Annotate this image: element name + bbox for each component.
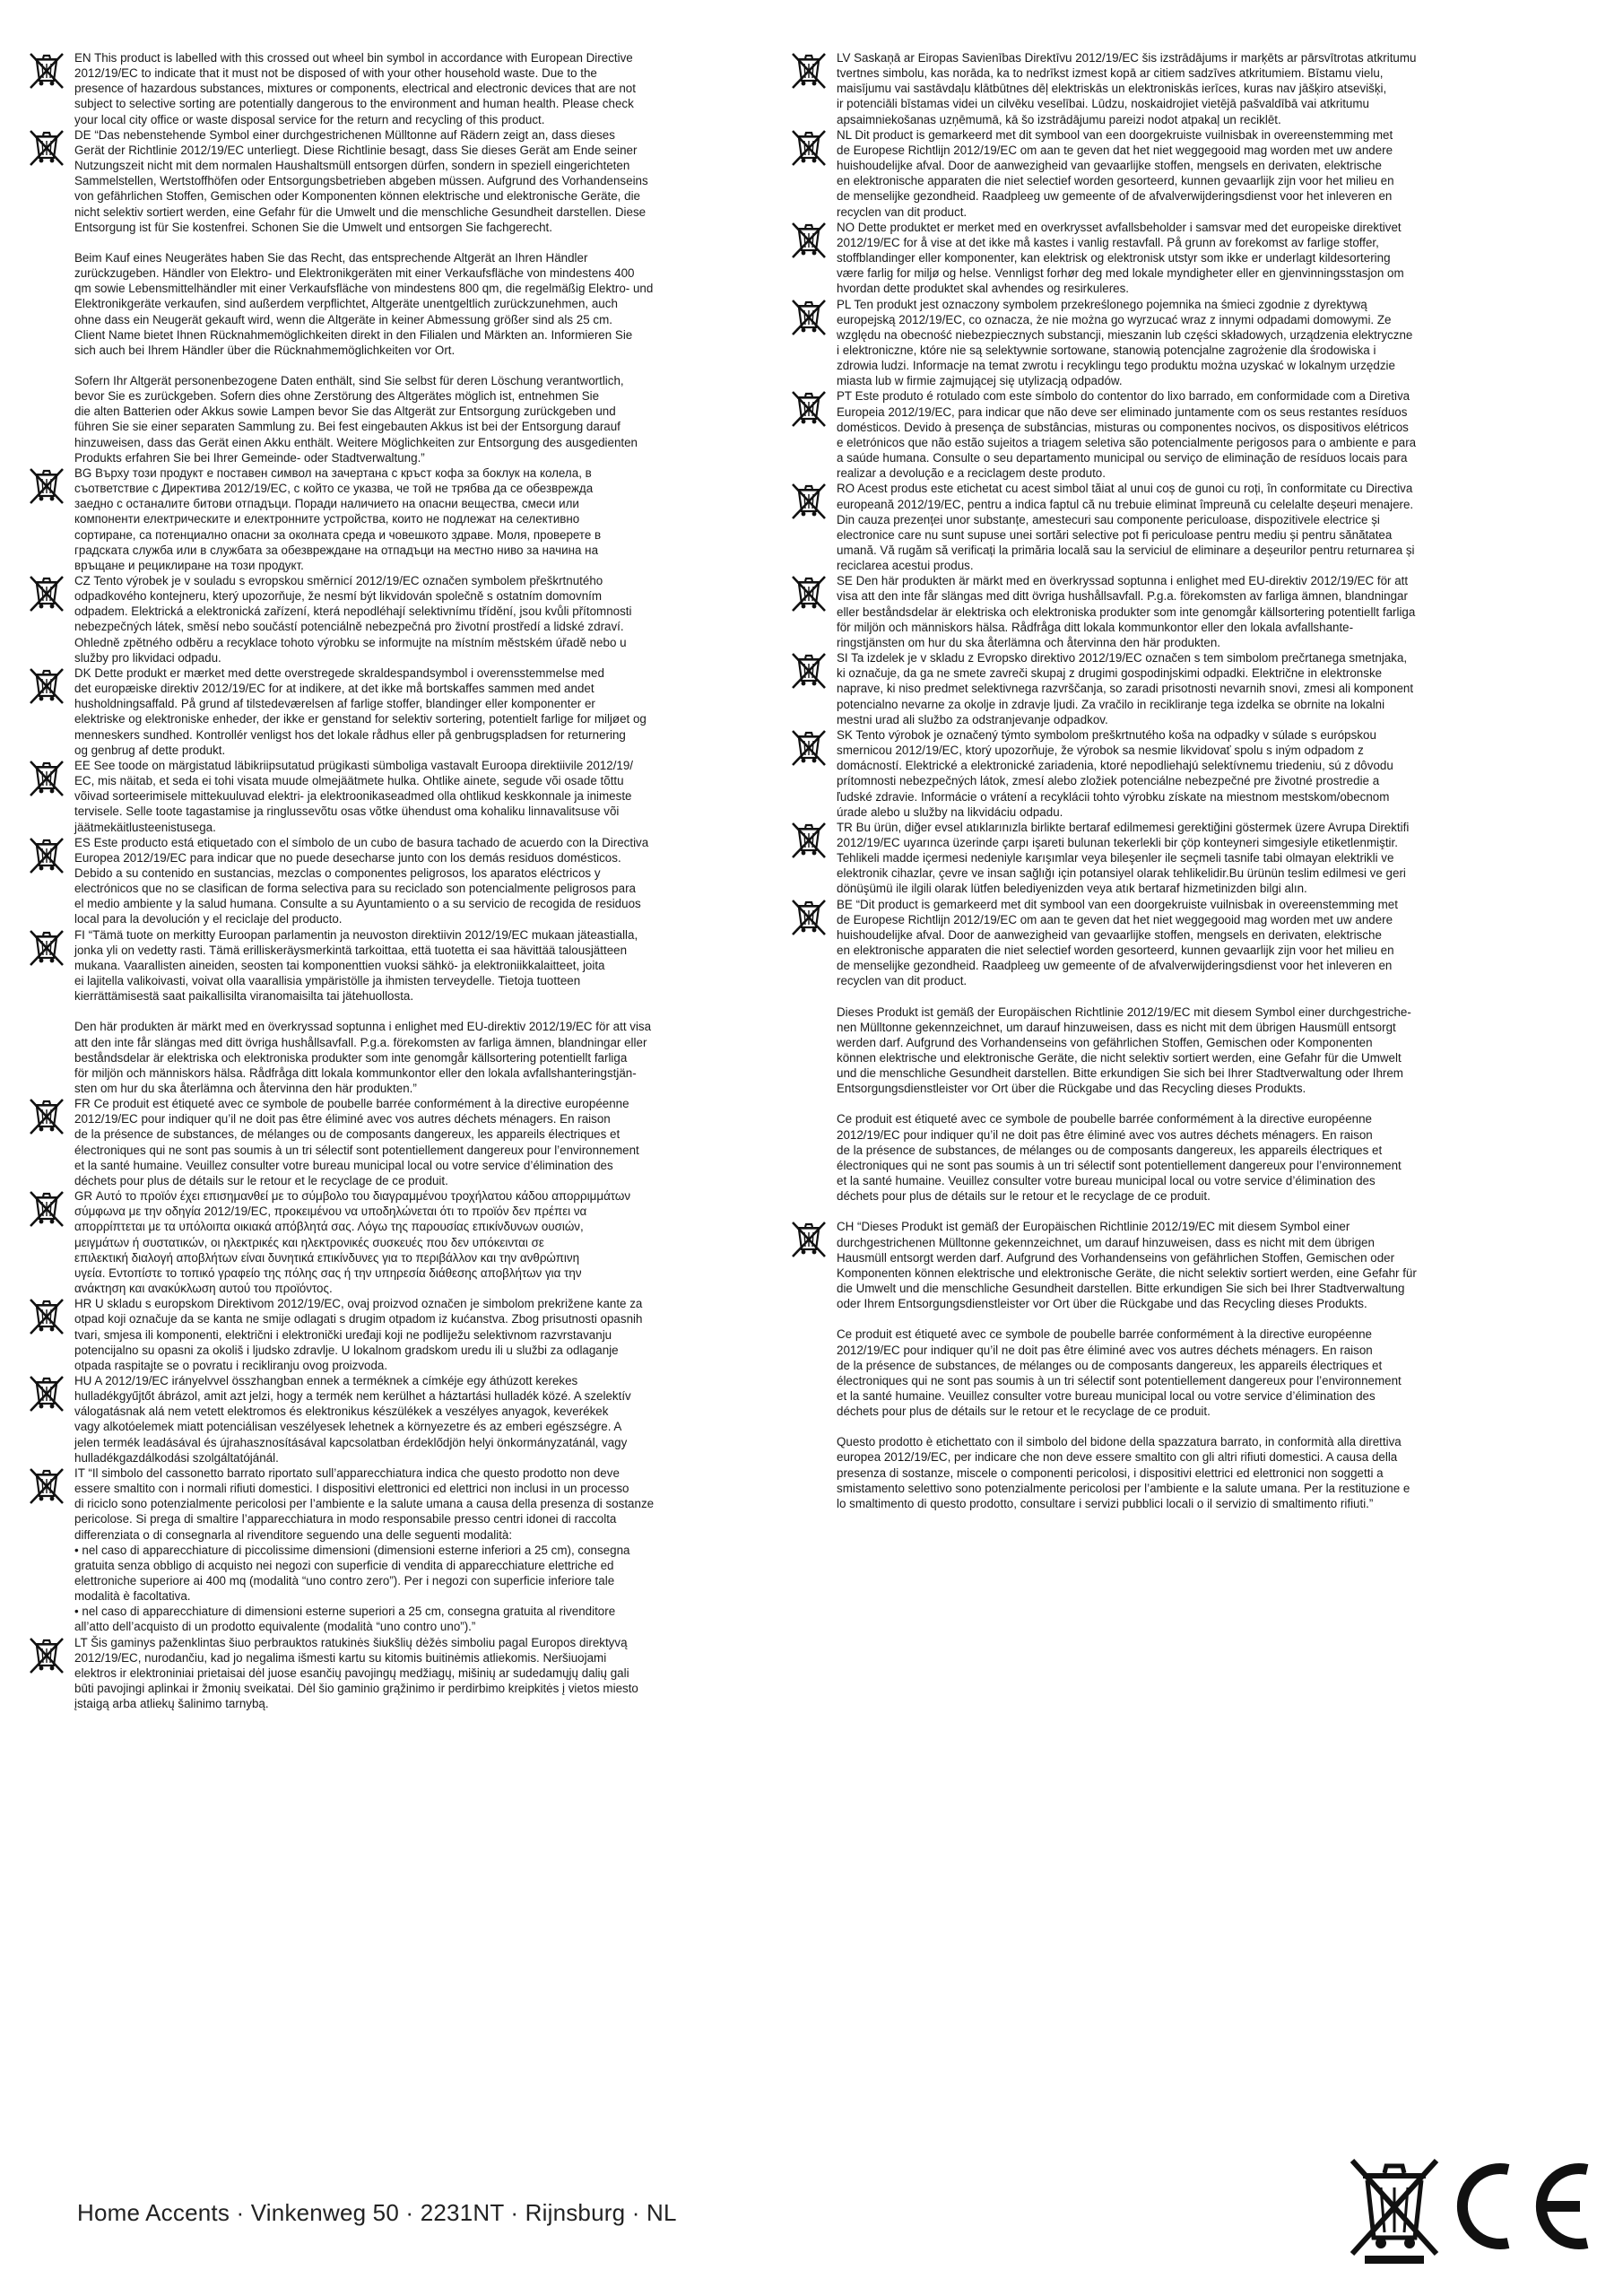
continuation-paragraph: Den här produkten är märkt med en överkryssad soptunna i enlighet med EU-direktiv 2012/19/EC för att visa att den inte får slängas med ditt övriga hushållsavfall. P.g.a. förekomsten av farliga ämnen, blandningar eller beståndsdelar är elektriska och elektroniska produkter som inte genomgår källsortering potentiellt farliga för miljön och människors hälsa. Rådfråga ditt lokala kommunkontor eller den lokala avfallshanteringstjän- sten om hur du ska återlämna och återvinna den här produkten.”: [74, 1020, 652, 1095]
compliance-marks: [1345, 2148, 1605, 2265]
paragraph-spacer: [789, 1419, 1524, 1434]
entry-text: NL Dit product is gemarkeerd met dit symbool van een doorgekruiste vuilnisbak in overeenstemming met de Europese Richtlijn 2012/19/EC om aan te geven dat het niet weggegooid mag worden met uw andere huishoudelijke afval. Door de aanwezigheid van gevaarlijke stoffen, mengsels en derivaten, elektrische en elektronische apparaten die niet selectief worden gesorteerd, kunnen gevaarlijk zijn voor het milieu en de menselijke gezondheid. Raadpleeg uw gemeente of de afvalverwijderingsdienst voor het inleveren en recyclen van dit product.: [837, 127, 1394, 219]
crossed-out-wheelie-bin-icon: [789, 1219, 829, 1258]
entry-text: BG Върху този продукт е поставен символ на зачертана с кръст кофа за боклук на колела, в съответствие с Директива 2012/19/ЕС, с който се указва, че той не трябва да се обезврежда заедно с останалите битови отпадъци. Поради наличието на опасни вещества, смеси или компоненти електрическите и електронните устройства, които не подлежат на селективно сортиране, са потенциално опасни за околната среда и човешкото здраве. Моля, проверете в градската служба или в службата за обезвреждане на отпадъци на местно ниво за начина на връщане и рециклиране на този продукт.: [74, 465, 602, 572]
entry-text: IT “Il simbolo del cassonetto barrato riportato sull’apparecchiatura indica che questo prodotto non deve essere smaltito con i normali rifiuti domestici. I dispositivi elettronici ed elettrici non inclusi in un processo di riciclo sono potenzialmente pericolosi per l’ambiente e la salute umana a causa della presenza di sostanze pericolose. Si prega di smaltire l’apparecchiatura in modo responsabile presso centri idonei di raccolta differenziata o di consegnarla al rivenditore seguendo una delle seguenti modalità: • nel caso di apparecchiature di piccolissime dimensioni (dimensioni esterne inferiori a 25 cm), consegna gratuita senza obbligo di acquisto nei negozi con superficie di vendita di apparecchiature elettriche ed elettroniche superiore ai 400 mq (modalità “uno contro zero”). Per i negozi con superficie inferiore tale modalità è facoltativa. • nel caso di apparecchiature di dimensioni esterne superiori a 25 cm, consegna gratuita al rivenditore all’atto dell’acquisto di un prodotto equivalente (modalità “uno contro uno”).”: [74, 1465, 655, 1634]
crossed-out-wheelie-bin-icon: [789, 650, 829, 690]
entry-text: TR Bu ürün, diğer evsel atıklarınızla birlikte bertaraf edilmemesi gerektiğini göstermek üzere Avrupa Direktifi 2012/19/EC uyarınca üzerinde çarpı işareti bulunan tekerlekli bir çöp konteyneri simgesiyle etiketlenmiştir. Tehlikeli madde içermesi nedeniyle karışımlar veya bileşenler ile seçmeli tasnife tabi olmayan elektrikli ve elektronik cihazlar, çevre ve insan sağlığı için potansiyel olarak tehlikelidir.Bu ürünün teslim edilmesi ve geri dönüşümü ile ilgili olarak lütfen belediyenizden veya atık bertaraf hizmetinizden bilgi alın.: [837, 820, 1410, 896]
language-entry-es: [27, 835, 762, 927]
footer-address: Home Accents · Vinkenweg 50 · 2231NT · Rijnsburg · NL: [77, 2199, 677, 2226]
left-column: [27, 50, 762, 1711]
entry-text: SI Ta izdelek je v skladu z Evropsko direktivo 2012/19/EC označen s tem simbolom prečrtanega smetnjaka, ki označuje, da ga ne smete zavreči skupaj z drugimi gospodinjskimi odpadki. Električne in elektronske naprave, ki niso predmet selektivnega razvrščanja, so zaradi prisotnosti nevarnih snovi, zmesi ali komponent potencialno nevarne za okolje in zdravje ljudi. Za vračilo in recikliranje tega izdelka se obrnite na lokalni mestni urad ali službo za odstranjevanje odpadkov.: [837, 651, 1414, 726]
continuation-paragraph: Beim Kauf eines Neugerätes haben Sie das Recht, das entsprechende Altgerät an Ihren Händler zurückzugeben. Händler von Elektro- und Elektronikgeräten mit einer Verkaufsfläche von mindestens 400 qm sowie Lebensmittelhändler mit einer Verkaufsfläche von mindestens 800 qm, die regelmäßig Elektro- und Elektronikgeräte verkaufen, sind außerdem verpflichtet, Altgeräte unentgeltlich zurückzunehmen, auch ohne dass ein Neugerät gekauft wird, wenn die Altgeräte in keiner Abmessung größer sind als 25 cm. Client Name bietet Ihnen Rücknahmemöglichkeiten direkt in den Filialen und Märkten an. Informieren Sie sich auch bei Ihrem Händler über die Rücknahmemöglichkeiten vor Ort.: [74, 250, 654, 357]
language-entry-pt: [789, 388, 1524, 481]
crossed-out-wheelie-bin-icon: [27, 1096, 66, 1135]
large-crossed-out-wheelie-bin-icon: [1352, 2161, 1436, 2264]
paragraph-spacer: [789, 989, 1524, 1004]
entry-text: HU A 2012/19/EC irányelvvel összhangban ennek a terméknek a címkéje egy áthúzott kerekes hulladékgyűjtőt ábrázol, amit azt jelzi, hogy a termék nem kerülhet a háztartási hulladék közé. A szelektív válogatásnak alá nem vetett elektromos és elektronikus készülékek a veszélyes anyagok, keverékek vagy alkotóelemek miatt potenciálisan veszélyesek lehetnek a környezetre és az emberi egészségre. A jelen termék leadásával és újrahasznosításával kapcsolatban érdeklődjön helyi önkormányzatánál, vagy hulladékgazdálkodási szolgáltatójánál.: [74, 1373, 631, 1465]
entry-text: GR Αυτό το προϊόν έχει επισημανθεί με το σύμβολο του διαγραμμένου τροχήλατου κάδου απορριμμάτων σύμφωνα με την οδηγία 2012/19/ΕC, προκειμένου να υποδηλώνεται ότι το προϊόν δεν πρέπει να απορρίπτεται με τα υπόλοιπα οικιακά απόβλητά σας. Λόγω της παρουσίας επικίνδυνων ουσιών, μειγμάτων ή συστατικών, οι ηλεκτρικές και ηλεκτρονικές συσκευές που δεν υπόκεινται σε επιλεκτική διαλογή αποβλήτων είναι δυνητικά επικίνδυνες για το περιβάλλον και την ανθρώπινη υγεία. Εντοπίστε το τοπικό γραφείο της πόλης σας ή την υπηρεσία διάθεσης αποβλήτων για την ανάκτηση και ανακύκλωση αυτού του προϊόντος.: [74, 1189, 631, 1296]
right-column: [789, 50, 1524, 1511]
paragraph-spacer: [27, 358, 762, 373]
paragraph-spacer: [789, 1204, 1524, 1219]
entry-text: EN This product is labelled with this crossed out wheel bin symbol in accordance with European Directive 2012/19/EC to indicate that it must not be disposed of with your other household waste. Due to the presence of hazardous substances, mixtures or components, electrical and electronic devices that are not subject to selective sorting are potentially dangerous to the environment and human health. Please check your local city office or waste disposal service for the return and recycling of this product.: [74, 51, 636, 126]
language-entry-bg: [27, 465, 762, 573]
entry-text: LT Šis gaminys paženklintas šiuo perbrauktos ratukinės šiukšlių dėžės simboliu pagal Europos direktyvą 2012/19/EC, nurodančiu, kad jo negalima išmesti kartu su kitomis buitinėmis atliekomis. Neršiuojami elektros ir elektroniniai prietaisai dėl juose esančių pavojingų medžiagų, mišinių ar sudedamųjų dalių gali būti pavojingi aplinkai ir žmonių sveikatai. Dėl šio gaminio grąžinimo ir perdirbimo kreipkitės į vietos miesto įstaigą arba atliekų šalinimo tarnybą.: [74, 1635, 638, 1711]
language-entry-ch: [789, 1219, 1524, 1311]
entry-text: EE See toode on märgistatud läbikriipsutatud prügikasti sümboliga vastavalt Euroopa direktiivile 2012/19/ EC, mis näitab, et seda ei tohi visata muude olmejäätmete hulka. Ohtlike ainete, segude või osade tõttu võivad sorteerimisele mittekuuluvad elektri- ja elektroonikaseadmed olla ohtlikud keskkonnale ja inimeste tervisele. Selle toote tagastamise ja ringlussevõtu osas võtke ühendust oma kohaliku linnavalitsuse või jäätmekäitlusteenistusega.: [74, 758, 634, 834]
language-entry-be: [789, 897, 1524, 989]
crossed-out-wheelie-bin-icon: [27, 1465, 66, 1505]
language-entry-se: [789, 573, 1524, 650]
language-entry-cz: [27, 573, 762, 665]
crossed-out-wheelie-bin-icon: [789, 50, 829, 90]
language-entry-ro: [789, 481, 1524, 573]
crossed-out-wheelie-bin-icon: [27, 835, 66, 874]
language-entry-pl: [789, 297, 1524, 389]
language-entry-it: [27, 1465, 762, 1635]
crossed-out-wheelie-bin-icon: [27, 50, 66, 90]
continuation-paragraph: Sofern Ihr Altgerät personenbezogene Daten enthält, sind Sie selbst für deren Löschung verantwortlich, bevor Sie es zurückgeben. Sofern dies ohne Zerstörung des Altgerätes möglich ist, entnehmen Sie die alten Batterien oder Akkus sowie Lampen bevor Sie das Altgerät zur Entsorgung zurückgeben und führen Sie sie einer separaten Sammlung zu. Bei fest eingebauten Akkus ist bei der Entsorgung darauf hinzuweisen, dass das Gerät einen Akku enthält. Weitere Möglichkeiten zur Entsorgung des ausgedienten Produkts erfahren Sie bei Ihrer Gemeinde- oder Stadtverwaltung.”: [74, 373, 638, 465]
entry-text: ES Este producto está etiquetado con el símbolo de un cubo de basura tachado de acuerdo con la Directiva Europea 2012/19/EC para indicar que no puede desecharse junto con los demás residuos domésticos. Debido a su contenido en sustancias, mezclas o componentes peligrosos, los aparatos eléctricos y electrónicos que no se clasifican de forma selectiva para su reciclado son potencialmente peligrosos para el medio ambiente y la salud humana. Consulte a su Ayuntamiento o a su servicio de recogida de residuos local para la devolución y el reciclaje del producto.: [74, 835, 649, 926]
language-entry-lv: [789, 50, 1524, 127]
language-entry-hu: [27, 1373, 762, 1465]
crossed-out-wheelie-bin-icon: [789, 897, 829, 936]
crossed-out-wheelie-bin-icon: [789, 127, 829, 167]
crossed-out-wheelie-bin-icon: [789, 481, 829, 520]
language-entry-en: [27, 50, 762, 127]
entry-text: CZ Tento výrobek je v souladu s evropskou směrnicí 2012/19/EC označen symbolem přeškrtnutého odpadkového kontejneru, který upozorňuje, že nesmí být likvidován společně s ostatním domovním odpadem. Elektrická a elektronická zařízení, která nepodléhají selektivnímu třídění, jsou kvůli přítomnosti nebezpečných látek, směsí nebo součástí potenciálně nebezpečná pro životní prostředí a lidské zdraví. Ohledně zpětného odběru a recyklace tohoto výrobku se informujte na místním městském úřadě nebo u služby pro likvidaci odpadu.: [74, 574, 632, 665]
language-entry-no: [789, 220, 1524, 297]
crossed-out-wheelie-bin-icon: [789, 820, 829, 859]
language-entry-fi: [27, 927, 762, 1004]
language-entry-hr: [27, 1296, 762, 1373]
crossed-out-wheelie-bin-icon: [27, 758, 66, 797]
entry-text: FI “Tämä tuote on merkitty Euroopan parlamentin ja neuvoston direktiivin 2012/19/EC mukaan jäteastialla, jonka yli on vedetty rasti. Tämä erilliskeräysmerkintä tarkoittaa, että tuotetta ei saa hävittää talousjätteen mukana. Vaarallisten aineiden, seosten tai komponenttien vuoksi sähkö- ja elektroniikkalaitteet, joita ei lajitella valikoivasti, voivat olla vaarallisia ympäristölle ja ihmisten terveydelle. Tietoja tuotteen kierrättämisestä saat paikallisilta viranomaisilta tai jätehuollosta.: [74, 927, 638, 1004]
crossed-out-wheelie-bin-icon: [27, 127, 66, 167]
entry-text: LV Saskaņā ar Eiropas Savienības Direktīvu 2012/19/EC šis izstrādājums ir marķēts ar pārsvītrotas atkritumu tvertnes simbolu, kas norāda, ka to nedrīkst izmest kopā ar citiem sadzīves atkritumiem. Bīstamu vielu, maisījumu vai sastāvdaļu klātbūtnes dēļ elektriskās un elektroniskās ierīces, kuras nav jāšķiro atsevišķi, ir potenciāli bīstamas videi un cilvēku veselībai. Lūdzu, noskaidrojiet vietējā pašvaldībā vai atkritumu apsaimniekošanas uzņēmumā, kā šo izstrādājumu pareizi nodot atpakaļ un reciklēt.: [837, 51, 1417, 126]
continuation-paragraph: Questo prodotto è etichettato con il simbolo del bidone della spazzatura barrato, in conformità alla direttiva europea 2012/19/EC, per indicare che non deve essere smaltito con gli altri rifiuti domestici. A causa della presenza di sostanze, miscele o componenti pericolosi, i dispositivi elettrici ed elettronici non soggetti a smistamento selettivo sono potenzialmente pericolosi per l’ambiente e la salute umana. Per la restituzione e lo smaltimento di questo prodotto, consultare i servizi pubblici locali o il servizio di smaltimento rifiuti.”: [837, 1435, 1410, 1510]
language-entry-sk: [789, 727, 1524, 820]
language-entry-si: [789, 650, 1524, 727]
language-entry-lt: [27, 1635, 762, 1712]
crossed-out-wheelie-bin-icon: [789, 388, 829, 428]
crossed-out-wheelie-bin-icon: [27, 465, 66, 505]
entry-text: BE “Dit product is gemarkeerd met dit symbool van een doorgekruiste vuilnisbak in overeenstemming met de Europese Richtlijn 2012/19/EC om aan te geven dat het niet weggegooid mag worden met uw andere huishoudelijke afval. Door de aanwezigheid van gevaarlijke stoffen, mengsels en derivaten, elektrische en elektronische apparaten die niet selectief worden gesorteerd, kunnen gevaarlijk zijn voor het milieu en de menselijke gezondheid. Raadpleeg uw gemeente of de afvalverwijderingsdienst voor het inleveren en recyclen van dit product.: [837, 897, 1398, 988]
crossed-out-wheelie-bin-icon: [789, 297, 829, 336]
language-entry-ee: [27, 758, 762, 835]
entry-text: CH “Dieses Produkt ist gemäß der Europäischen Richtlinie 2012/19/EC mit diesem Symbol einer durchgestrichenen Mülltonne gekennzeichnet, um darauf hinzuweisen, dass es nicht mit dem übrigen Hausmüll entsorgt werden darf. Aufgrund des Vorhandenseins von gefährlichen Stoffen, Gemischen oder Komponenten können elektrische und elektronische Geräte, die nicht selektiv sortiert werden, eine Gefahr für die Umwelt und die menschliche Gesundheit darstellen. Bitte erkundigen Sie sich bei Ihrer Stadtverwaltung oder Ihrem Entsorgungsdienstleister vor Ort über die Rückgabe und das Recycling dieses Produkts.: [837, 1220, 1417, 1311]
crossed-out-wheelie-bin-icon: [27, 1373, 66, 1413]
paragraph-spacer: [27, 235, 762, 250]
language-entry-gr: [27, 1188, 762, 1296]
entry-text: FR Ce produit est étiqueté avec ce symbole de poubelle barrée conformément à la directive européenne 2012/19/EC pour indiquer qu’il ne doit pas être éliminé avec vos autres déchets ménagers. En raison de la présence de substances, de mélanges ou de composants dangereux, les appareils électriques et électroniques qui ne sont pas soumis à un tri sélectif sont potentiellement dangereux pour l’environnement et la santé humaine. Veuillez consulter votre bureau municipal local ou votre service d’élimination des déchets pour plus de détails sur le retour et le recyclage de ce produit.: [74, 1097, 639, 1187]
language-entry-de: [27, 127, 762, 235]
language-entry-tr: [789, 820, 1524, 897]
entry-text: SK Tento výrobok je označený týmto symbolom preškrtnutého koša na odpadky v súlade s európskou smernicou 2012/19/EC, ktorý upozorňuje, že výrobok sa nesmie likvidovať spolu s iným odpadom z domácností. Elektrické a elektronické zariadenia, ktoré nepodliehajú selektívnemu triedeniu, sú z dôvodu prítomnosti nebezpečných látok, zmesí alebo zložiek potenciálne nebezpečné pre životné prostredie a ľudské zdravie. Informácie o vrátení a recyklácii tohto výrobku získate na miestnom mestskom/obecnom úrade alebo u služby na likvidáciu odpadu.: [837, 727, 1393, 819]
paragraph-spacer: [27, 1004, 762, 1019]
crossed-out-wheelie-bin-icon: [789, 727, 829, 767]
continuation-paragraph: Dieses Produkt ist gemäß der Europäischen Richtlinie 2012/19/EC mit diesem Symbol einer durchgestriche- nen Mülltonne gekennzeichnet, um darauf hinzuweisen, dass es nicht mit dem übrigen Hausmüll entsorgt werden darf. Aufgrund des Vorhandenseins von gefährlichen Stoffen, Gemischen oder Komponenten können elektrische und elektronische Geräte, die nicht selektiv sortiert werden, eine Gefahr für die Umwelt und die menschliche Gesundheit darstellen. Bitte erkundigen Sie sich bei Ihrer Stadtverwaltung oder Ihrem Entsorgungsdienstleister vor Ort über die Rückgabe und das Recycling dieses Produkts.: [837, 1004, 1411, 1096]
crossed-out-wheelie-bin-icon: [27, 1296, 66, 1335]
language-entry-dk: [27, 665, 762, 758]
crossed-out-wheelie-bin-icon: [27, 927, 66, 967]
entry-text: NO Dette produktet er merket med en overkrysset avfallsbeholder i samsvar med det europeiske direktivet 2012/19/EC for å vise at det ikke må kastes i vanlig restavfall. På grunn av forekomst av farlige stoffer, stoffblandinger eller komponenter, kan elektrisk og elektronisk utstyr som ikke er underlagt kildesortering være farlig for miljø og helse. Vennligst forhør deg med lokale myndigheter eller en gjenvinningsstasjon om hvordan dette produktet skal avhendes og resirkuleres.: [837, 220, 1404, 296]
entry-text: DK Dette produkt er mærket med dette overstregede skraldespandsymbol i overensstemmelse med det europæiske direktiv 2012/19/EC for at indikere, at det ikke må bortskaffes sammen med andet husholdningsaffald. På grund af tilstedeværelsen af farlige stoffer, blandinger eller komponenter er elektriske og elektroniske enheder, der ikke er genstand for selektiv sortering, potentielt farlige for miljøet og menneskers sundhed. Kontrollér venligst hos det lokale rådhus eller på genbrugspladsen for returnering og genbrug af dette produkt.: [74, 665, 647, 757]
crossed-out-wheelie-bin-icon: [27, 1188, 66, 1228]
crossed-out-wheelie-bin-icon: [789, 220, 829, 259]
continuation-paragraph: Ce produit est étiqueté avec ce symbole de poubelle barrée conformément à la directive européenne 2012/19/EC pour indiquer qu’il ne doit pas être éliminé avec vos autres déchets ménagers. En raison de la présence de substances, de mélanges ou de composants dangereux, les appareils électriques et électroniques qui ne sont pas soumis à un tri sélectif sont potentiellement dangereux pour l’environnement et la santé humaine. Veuillez consulter votre bureau municipal local ou votre service d’élimination des déchets pour plus de détails sur le retour et le recyclage de ce produit.: [837, 1112, 1402, 1204]
continuation-paragraph: Ce produit est étiqueté avec ce symbole de poubelle barrée conformément à la directive européenne 2012/19/EC pour indiquer qu’il ne doit pas être éliminé avec vos autres déchets ménagers. En raison de la présence de substances, de mélanges ou de composants dangereux, les appareils électriques et électroniques qui ne sont pas soumis à un tri sélectif sont potentiellement dangereux pour l’environnement et la santé humaine. Veuillez consulter votre bureau municipal local ou votre service d’élimination des déchets pour plus de détails sur le retour et le recyclage de ce produit.: [837, 1327, 1402, 1419]
entry-text: PL Ten produkt jest oznaczony symbolem przekreślonego pojemnika na śmieci zgodnie z dyrektywą europejską 2012/19/EC, co oznacza, że nie można go wyrzucać wraz z innymi odpadami domowymi. Ze względu na obecność niebezpiecznych substancji, mieszanin lub części składowych, urządzenia elektryczne i elektroniczne, które nie są selektywnie sortowane, stanowią potencjalne zagrożenie dla środowiska i zdrowia ludzi. Informacje na temat zwrotu i recyklingu tego produktu można uzyskać w lokalnym urzędzie miasta lub w firmie zajmującej się utylizacją odpadów.: [837, 297, 1413, 388]
language-entry-nl: [789, 127, 1524, 220]
large-ce-mark-icon: [1462, 2169, 1587, 2244]
paragraph-spacer: [789, 1311, 1524, 1326]
paragraph-spacer: [789, 1096, 1524, 1111]
crossed-out-wheelie-bin-icon: [27, 665, 66, 705]
entry-text: SE Den här produkten är märkt med en överkryssad soptunna i enlighet med EU-direktiv 2012/19/EC för att visa att den inte får slängas med ditt övriga hushållsavfall. P.g.a. förekomsten av farliga ämnen, blandningar eller beståndsdelar är elektriska och elektroniska produkter som inte genomgår källsortering potentiellt farliga för miljön och människors hälsa. Rådfråga ditt lokala kommunkontor eller den lokala avfallshante- ringstjänsten om hur du ska återlämna och återvinna den här produkten.: [837, 574, 1416, 649]
entry-text: HR U skladu s europskom Direktivom 2012/19/EC, ovaj proizvod označen je simbolom prekrižene kante za otpad koji označuje da se kanta ne smije odlagati s drugim otpadom iz kućanstva. Zbog prisutnosti opasnih tvari, smjesa ili komponenti, električni i elektronički uređaji koji ne podliježu selektivnom razvrstavanju potencijalno su opasni za okoliš i ljudsko zdravlje. U lokalnom gradskom uredu ili u službi za odlaganje otpada raspitajte se o povratu i recikliranju ovog proizvoda.: [74, 1297, 643, 1372]
crossed-out-wheelie-bin-icon: [789, 573, 829, 613]
entry-text: DE “Das nebenstehende Symbol einer durchgestrichenen Mülltonne auf Rädern zeigt an, dass dieses Gerät der Richtlinie 2012/19/EC unterliegt. Diese Richtlinie besagt, dass Sie dieses Gerät am Ende seiner Nutzungszeit nicht mit dem normalen Haushaltsmüll entsorgen dürfen, sondern in speziell eingerichteten Sammelstellen, Wertstoffhöfen oder Entsorgungsbetrieben abgeben müssen. Aufgrund des Vorhandenseins von gefährlichen Stoffen, Gemischen oder Komponenten können elektrische und elektronische Geräte, die nicht selektiv sortiert werden, eine Gefahr für die Umwelt und die menschliche Gesundheit darstellen. Diese Entsorgung ist für Sie kostenfrei. Schonen Sie die Umwelt und entsorgen Sie fachgerecht.: [74, 127, 648, 234]
entry-text: PT Este produto é rotulado com este símbolo do contentor do lixo barrado, em conformidade com a Diretiva Europeia 2012/19/EC, para indicar que não deve ser eliminado juntamente com os seus restantes resíduos domésticos. Devido à presença de substâncias, misturas ou componentes nocivos, os dispositivos elétricos e eletrónicos que não estão sujeitos a triagem seletiva são potencialmente perigosos para o ambiente e para a saúde humana. Consulte o seu departamento municipal ou serviço de eliminação de resíduos locais para realizar a devolução e a reciclagem deste produto.: [837, 389, 1417, 481]
entry-text: RO Acest produs este etichetat cu acest simbol tăiat al unui coș de gunoi cu roți, în conformitate cu Directiva europeană 2012/19/EC, pentru a indica faptul că nu trebuie eliminat împreună cu celelalte deșeuri menajere. Din cauza prezenței unor substanțe, amestecuri sau componente periculoase, dispozitivele electrice și electronice care nu sunt supuse unei sortări selective pot fi periculoase pentru mediu și pentru sănătatea umană. Vă rugăm să verificați la primăria locală sau la serviciul de eliminare a deșeurilor pentru returnarea și reciclarea acestui produs.: [837, 482, 1415, 573]
crossed-out-wheelie-bin-icon: [27, 573, 66, 613]
crossed-out-wheelie-bin-icon: [27, 1635, 66, 1674]
language-entry-fr: [27, 1096, 762, 1188]
